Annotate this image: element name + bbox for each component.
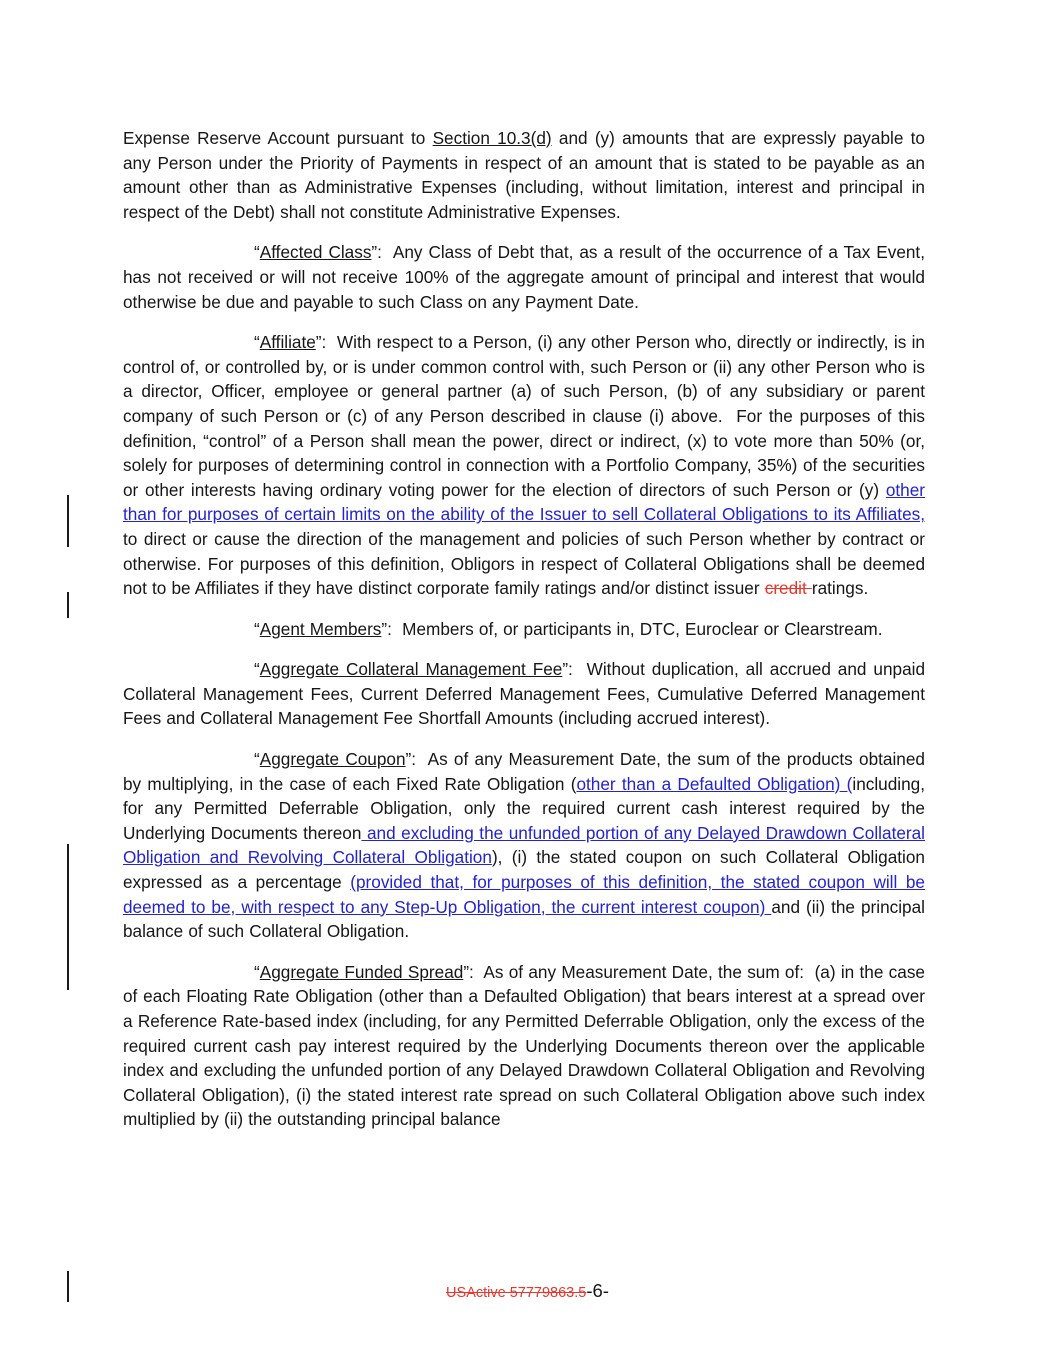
text-run: ratings.	[811, 578, 869, 599]
text-run: ”: Any Class of Debt that, as a result of the occurrence of a Tax Event, has not received or will not receive 100% of the aggregate amount of principal and interest that would otherwise be due and payable to such Class on any Payment Date.	[123, 242, 925, 312]
text-run: ”: Without duplication, all accrued and unpaid Collateral Management Fees, Current Deferred Management Fees, Cumulative Deferred Management Fees and Collateral Management Fee Shortfall Amounts (including accrued interest).	[123, 659, 926, 729]
definition-affected-class	[123, 240, 925, 314]
definition-aggregate-collateral-management-fee	[123, 657, 925, 731]
text-run: ”: As of any Measurement Date, the sum of the products obtained by multiplying, in the case of each Fixed Rate Obligation (	[123, 749, 925, 794]
text-run: and (y) amounts that are expressly payable to any Person under the Priority of Payments in respect of an amount that is stated to be payable as an amount other than as Administrative Expenses (including, without limitation, interest and principal in respect of the Debt) shall not constitute Administrative Expenses.	[123, 128, 925, 222]
defined-term: Affected Class	[259, 242, 372, 263]
page-footer	[0, 1280, 1055, 1302]
text-run: and (ii) the principal balance of such Collateral Obligation.	[123, 896, 925, 942]
text-run: “	[254, 961, 260, 982]
text-run: ”: With respect to a Person, (i) any other Person who, directly or indirectly, is in control of, or controlled by, or is under common control with, such Person or (ii) any other Person who is a director, Officer, employee or general partner (a) of such Person, (b) of any subsidiary or parent company of such Person or (c) of any Person described in clause (i) above. For the purposes of this definition, “control” of a Person shall mean the power, direct or indirect, (x) to vote more than 50% (or, solely for purposes of determining control in connection with a Portfolio Company, 35%) of the securities or other interests having ordinary voting power for the election of directors of such Person or (y)	[123, 332, 925, 500]
text-run: “	[254, 242, 260, 263]
change-bar	[67, 844, 69, 990]
inserted-text: and excluding the unfunded portion of any Delayed Drawdown Collateral Obligation and Revolving Collateral Obligation	[123, 822, 925, 868]
text-run: to direct or cause the direction of the management and policies of such Person whether by contract or otherwise. For purposes of this definition, Obligors in respect of Collateral Obligations shall be deemed not to be Affiliates if they have distinct corporate family ratings and/or distinct issuer	[123, 528, 925, 599]
change-bar	[67, 592, 69, 618]
defined-term: Aggregate Coupon	[259, 749, 406, 770]
section-reference: Section 10.3(d)	[432, 128, 552, 148]
definition-agent-members	[123, 617, 925, 642]
inserted-text: other than a Defaulted Obligation) (	[576, 773, 853, 794]
document-body	[123, 126, 925, 1148]
text-run: “	[254, 659, 260, 680]
page-number: -6-	[586, 1280, 609, 1301]
text-run: Expense Reserve Account pursuant to	[123, 128, 433, 148]
defined-term: Agent Members	[259, 618, 382, 639]
text-run: ”: Members of, or participants in, DTC, Euroclear or Clearstream.	[381, 618, 883, 639]
text-run: “	[254, 749, 260, 770]
text-run: ), (i) the stated coupon on such Collateral Obligation expressed as a percentage	[123, 847, 925, 893]
definition-aggregate-funded-spread	[123, 960, 925, 1132]
text-run: ”: As of any Measurement Date, the sum of: (a) in the case of each Floating Rate Obligation (other than a Defaulted Obligation) that bears interest at a spread over a Reference Rate-based index (including, for any Permitted Deferrable Obligation, only the excess of the required current cash pay interest required by the Underlying Documents thereon over the applicable index and excluding the unfunded portion of any Delayed Drawdown Collateral Obligation and Revolving Collateral Obligation), (i) the stated interest rate spread on such Collateral Obligation above such index multiplied by (ii) the outstanding principal balance	[123, 961, 925, 1130]
text-run: “	[254, 618, 260, 639]
defined-term: Affiliate	[259, 332, 316, 353]
text-run: “	[254, 332, 260, 353]
definition-aggregate-coupon	[123, 747, 925, 944]
deleted-doc-id: USActive 57779863.5	[446, 1285, 587, 1301]
inserted-text: (provided that, for purposes of this definition, the stated coupon will be deemed to be, with respect to any Step-Up Obligation, the current interest coupon)	[123, 872, 925, 917]
deleted-text: credit	[764, 578, 812, 599]
defined-term: Aggregate Collateral Management Fee	[259, 659, 563, 680]
paragraph-expense-reserve	[123, 126, 925, 224]
inserted-text: other than for purposes of certain limits on the ability of the Issuer to sell Collateral Obligations to its Affiliates,	[123, 479, 925, 525]
definition-affiliate	[123, 330, 925, 601]
text-run: including, for any Permitted Deferrable Obligation, only the required current cash interest required by the Underlying Documents thereon	[123, 773, 926, 843]
change-bar	[67, 495, 69, 547]
defined-term: Aggregate Funded Spread	[259, 961, 464, 982]
